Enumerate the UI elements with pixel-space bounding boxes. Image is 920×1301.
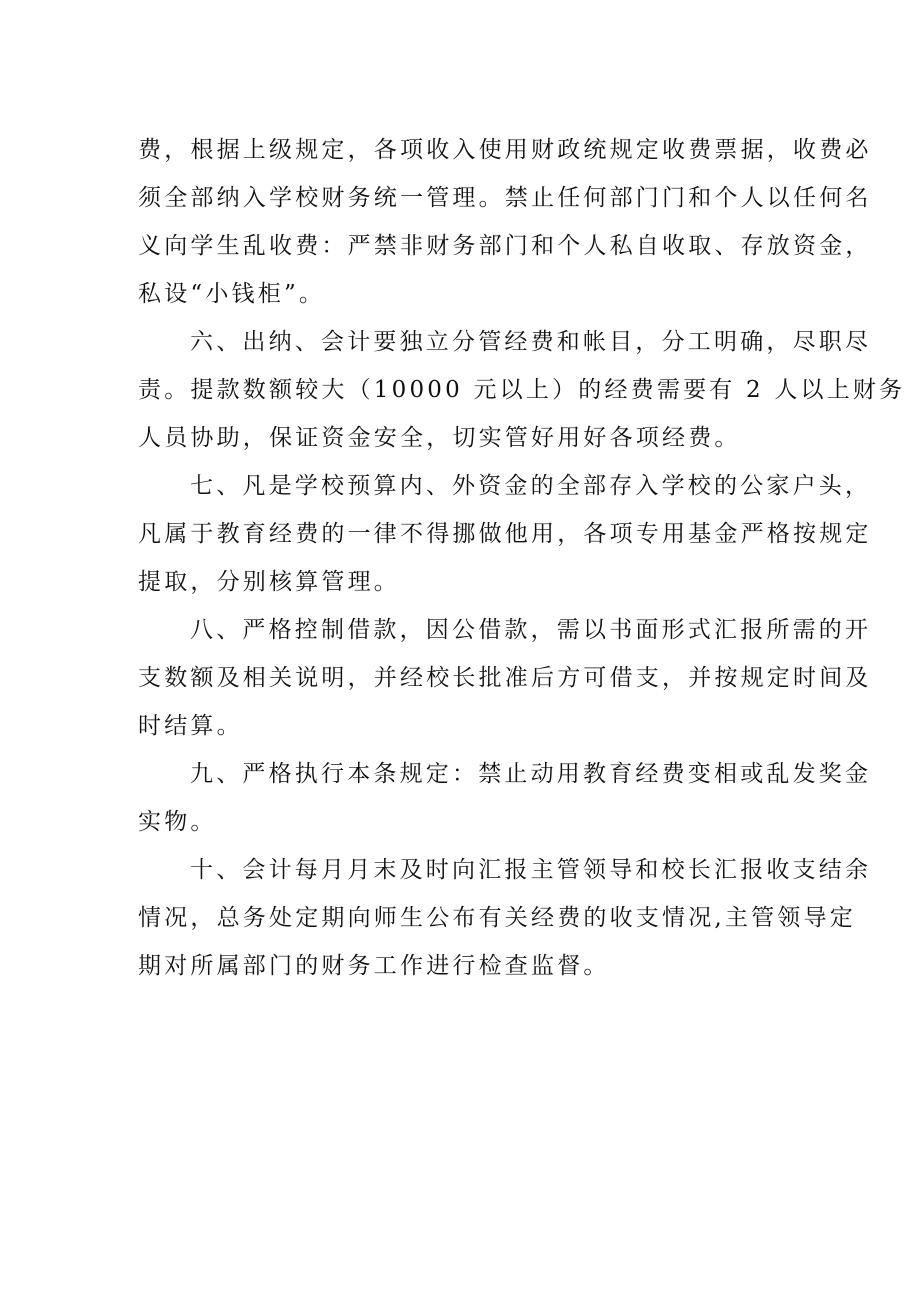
text-line: 九、严格执行本条规定：禁止动用教育经费变相或乱发奖金 bbox=[190, 761, 872, 787]
text-line: 私设“小钱柜”。 bbox=[138, 281, 326, 307]
text-line: 期对所属部门的财务工作进行检查监督。 bbox=[138, 953, 610, 979]
text-line: 提取，分别核算管理。 bbox=[138, 569, 400, 595]
text-line: 人员协助，保证资金安全，切实管好用好各项经费。 bbox=[138, 425, 741, 451]
text-line: 义向学生乱收费：严禁非财务部门和个人私自收取、存放资金， bbox=[138, 233, 872, 259]
paragraph-item-6 bbox=[138, 318, 906, 462]
paragraph-continuation bbox=[138, 126, 872, 318]
paragraph-item-8 bbox=[138, 606, 872, 750]
text-line: 十、会计每月月末及时向汇报主管领导和校长汇报收支结余 bbox=[190, 857, 872, 883]
text-line: 须全部纳入学校财务统一管理。禁止任何部门门和个人以任何名 bbox=[138, 185, 872, 211]
text-line: 支数额及相关说明，并经校长批准后方可借支，并按规定时间及 bbox=[138, 665, 872, 691]
document-body bbox=[138, 126, 906, 990]
text-line: 费，根据上级规定，各项收入使用财政统规定收费票据，收费必 bbox=[138, 137, 872, 163]
text-line: 凡属于教育经费的一律不得挪做他用，各项专用基金严格按规定 bbox=[138, 521, 872, 547]
paragraph-item-10 bbox=[138, 846, 872, 990]
text-line: 实物。 bbox=[138, 809, 217, 835]
text-line: 七、凡是学校预算内、外资金的全部存入学校的公家户头， bbox=[190, 473, 872, 499]
text-line: 情况，总务处定期向师生公布有关经费的收支情况,主管领导定 bbox=[138, 905, 856, 931]
text-line: 六、出纳、会计要独立分管经费和帐目，分工明确，尽职尽 bbox=[190, 329, 872, 355]
text-line: 责。提款数额较大（10000 元以上）的经费需要有 2 人以上财务 bbox=[138, 377, 906, 403]
paragraph-item-9 bbox=[138, 750, 872, 846]
text-line: 八、严格控制借款，因公借款，需以书面形式汇报所需的开 bbox=[190, 617, 872, 643]
text-line: 时结算。 bbox=[138, 713, 243, 739]
paragraph-item-7 bbox=[138, 462, 872, 606]
